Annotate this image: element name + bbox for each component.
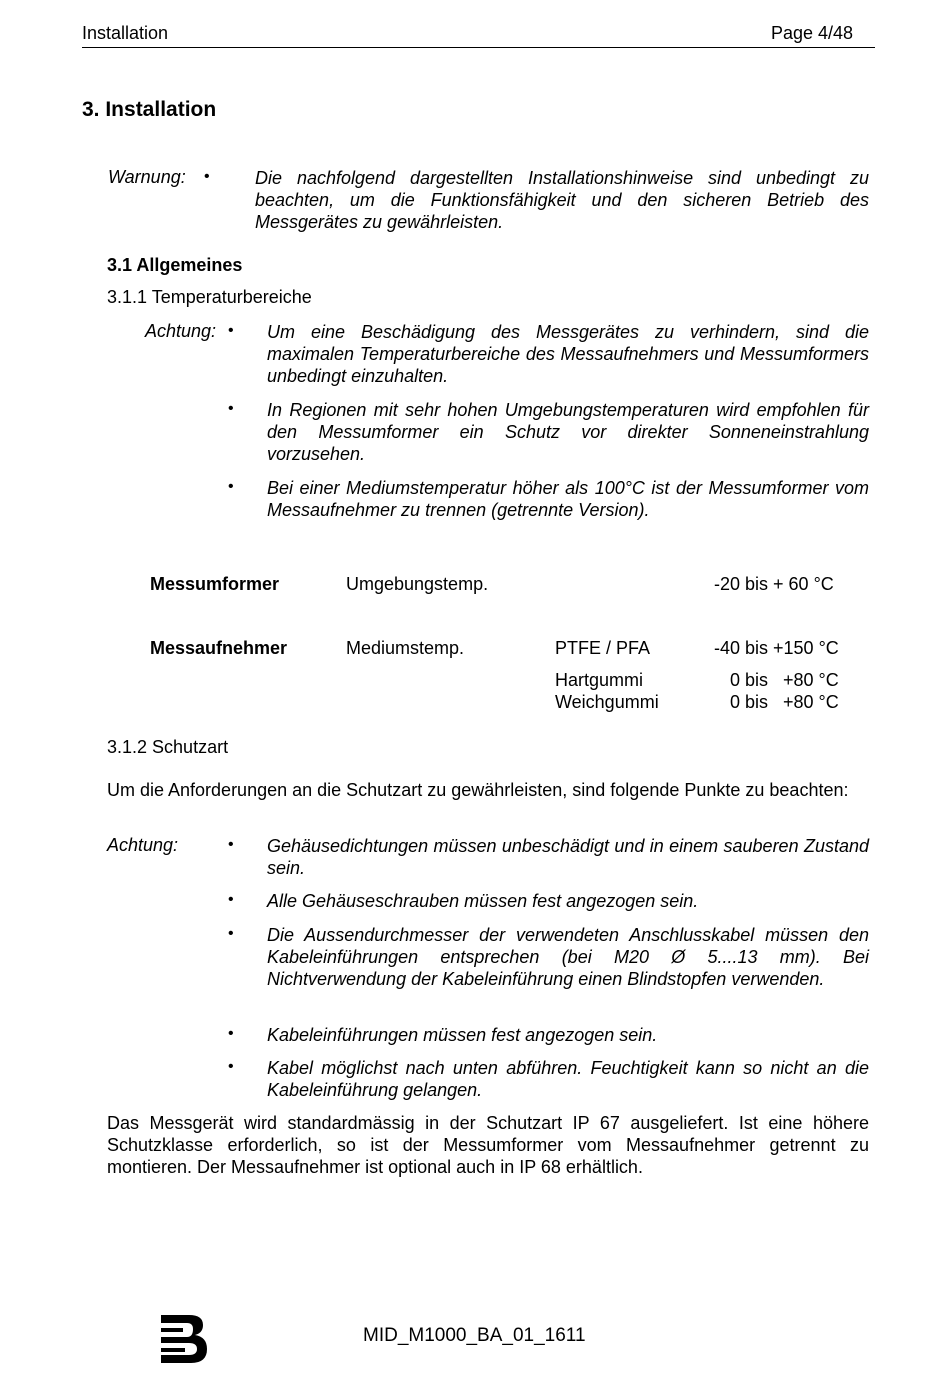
- list-item: In Regionen mit sehr hohen Umgebungstemperaturen wird empfohlen für den Messumformer ein Schutz vor direkter Sonneneinstrahlung vorzusehen.: [267, 400, 869, 464]
- table-cell-device: Messumformer: [150, 574, 280, 594]
- table-cell-param: Mediumstemp.: [346, 638, 465, 658]
- bullet-marker: •: [228, 478, 234, 495]
- header-rule: [82, 47, 875, 48]
- bullet-marker: •: [228, 1058, 234, 1075]
- page-title: 3. Installation: [82, 98, 217, 121]
- document-code: MID_M1000_BA_01_1611: [363, 1325, 586, 1346]
- bullet-marker: •: [228, 322, 234, 339]
- list-item: Gehäusedichtungen müssen unbeschädigt und in einem sauberen Zustand sein.: [267, 836, 869, 878]
- bullet-marker: •: [228, 891, 234, 908]
- table-cell-range: -40 bis +150 °C: [714, 638, 839, 658]
- section-3-1-heading: 3.1 Allgemeines: [107, 255, 243, 275]
- header-section-title: Installation: [82, 23, 169, 43]
- bullet-marker: •: [228, 1025, 234, 1042]
- attention-label-protection: Achtung:: [107, 835, 179, 855]
- warning-bullet: •: [204, 168, 210, 185]
- list-item: Um eine Beschädigung des Messgerätes zu verhindern, sind die maximalen Temperaturbereiche des Messaufnehmers und Messumformers unbedingt einzuhalten.: [267, 322, 869, 386]
- table-cell-range: -20 bis + 60 °C: [714, 574, 834, 594]
- section-3-1-1-heading: 3.1.1 Temperaturbereiche: [107, 287, 312, 307]
- list-item: Kabel möglichst nach unten abführen. Feuchtigkeit kann so nicht an die Kabeleinführung gelangen.: [267, 1058, 869, 1100]
- attention-label-temp: Achtung:: [145, 321, 217, 341]
- table-cell-param: Umgebungstemp.: [346, 574, 489, 594]
- section-3-1-2-heading: 3.1.2 Schutzart: [107, 737, 229, 757]
- list-item: Bei einer Mediumstemperatur höher als 100°C ist der Messumformer vom Messaufnehmer zu trennen (getrennte Version).: [267, 478, 869, 520]
- warning-text: Die nachfolgend dargestellten Installationshinweise sind unbedingt zu beachten, um die Funktionsfähigkeit und den sicheren Betrieb des Messgerätes zu gewährleisten.: [255, 168, 869, 232]
- protection-closing: Das Messgerät wird standardmässig in der Schutzart IP 67 ausgeliefert. Ist eine höhere Schutzklasse erforderlich, so ist der Messumformer vom Messaufnehmer getrennt zu montieren. Der Messaufnehmer ist optional auch in IP 68 erhältlich.: [107, 1113, 869, 1177]
- list-item: Alle Gehäuseschrauben müssen fest angezogen sein.: [267, 891, 699, 911]
- protection-intro: Um die Anforderungen an die Schutzart zu gewährleisten, sind folgende Punkte zu beachten:: [107, 780, 849, 800]
- bb-logo-icon: [159, 1311, 215, 1367]
- table-cell-material: Hartgummi: [555, 670, 644, 690]
- list-item: Kabeleinführungen müssen fest angezogen sein.: [267, 1025, 658, 1045]
- list-item: Die Aussendurchmesser der verwendeten Anschlusskabel müssen den Kabeleinführungen entsprechen (bei M20 Ø 5....13 mm). Bei Nichtverwendung der Kabeleinführung einen Blindstopfen verwenden.: [267, 925, 869, 989]
- bullet-marker: •: [228, 400, 234, 417]
- table-cell-range: 0 bis +80 °C: [730, 670, 839, 690]
- table-cell-device: Messaufnehmer: [150, 638, 288, 658]
- header-page-number: Page 4/48: [771, 23, 854, 43]
- warning-label: Warnung:: [108, 167, 186, 187]
- bullet-marker: •: [228, 925, 234, 942]
- table-cell-material: PTFE / PFA: [555, 638, 651, 658]
- table-cell-material: Weichgummi: [555, 692, 659, 712]
- table-cell-range: 0 bis +80 °C: [730, 692, 839, 712]
- bullet-marker: •: [228, 836, 234, 853]
